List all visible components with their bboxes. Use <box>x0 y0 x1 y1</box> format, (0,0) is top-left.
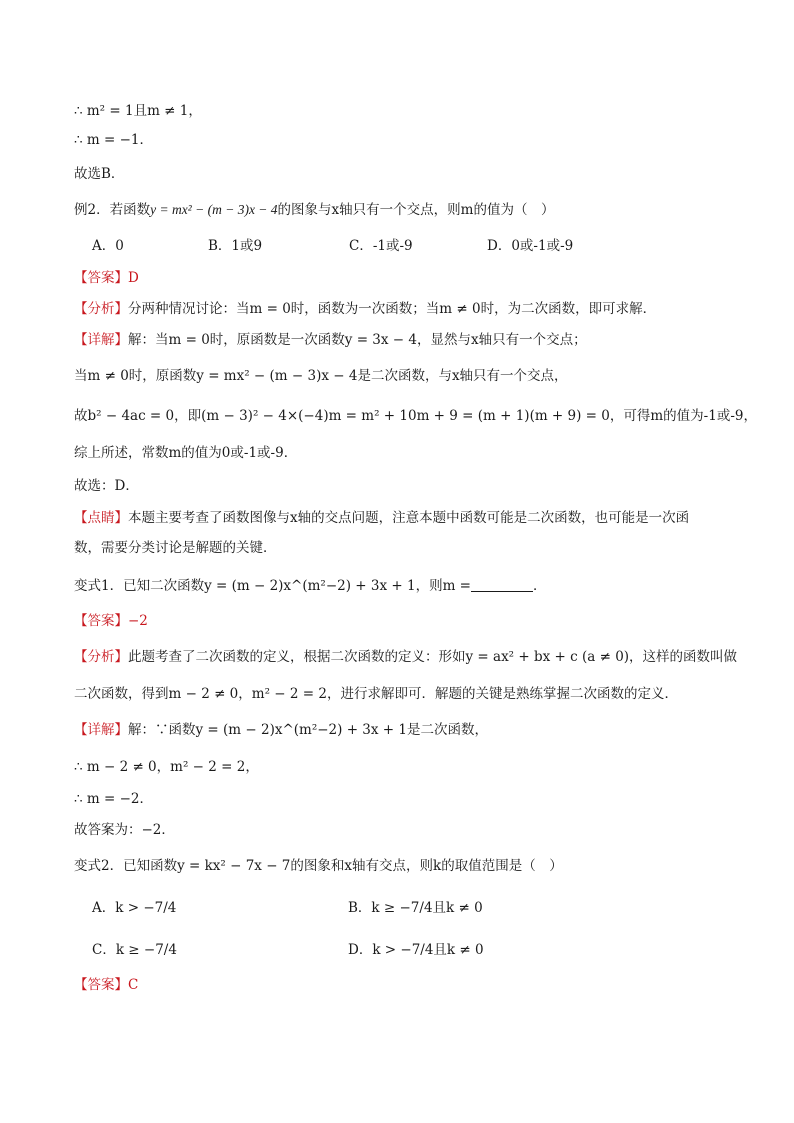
line-choose-b: 故选B． <box>74 166 125 182</box>
variant1-detail-line3: ∴ m = −2． <box>74 791 153 807</box>
example2-question: 例2．若函数y = mx² − (m − 3)x − 4的图象与x轴只有一个交点，则m的值为（ ） <box>74 202 555 218</box>
example2-analysis: 【分析】分两种情况讨论：当m = 0时，函数为一次函数；当m ≠ 0时，为二次函数，即可求解． <box>74 301 657 317</box>
variant1-detail-line4: 故答案为：−2． <box>74 822 175 838</box>
example2-option-d: D．0或-1或-9 <box>487 238 574 254</box>
example2-comment-line1: 【点睛】本题主要考查了函数图像与x轴的交点问题，注意本题中函数可能是二次函数，也可能是一次函 <box>74 510 690 526</box>
example2-comment-line2: 数，需要分类讨论是解题的关键． <box>74 540 277 556</box>
answer-blank <box>471 577 533 592</box>
example2-detail-line1: 【详解】解：当m = 0时，原函数是一次函数y = 3x − 4，显然与x轴只有一个交点； <box>74 332 587 348</box>
variant2-option-a: A．k > −7/4 <box>92 900 177 916</box>
variant2-option-b: B．k ≥ −7/4且k ≠ 0 <box>348 900 483 916</box>
variant2-option-d: D．k > −7/4且k ≠ 0 <box>348 942 484 958</box>
example2-detail-line3: 故b² − 4ac = 0，即(m − 3)² − 4×(−4)m = m² + 10m + 9 = (m + 1)(m + 9) = 0，可得m的值为-1或-9， <box>74 408 757 424</box>
variant1-detail-line1: 【详解】解：∵函数y = (m − 2)x^(m²−2) + 3x + 1是二次函数， <box>74 722 488 738</box>
variant1-question: 变式1．已知二次函数y = (m − 2)x^(m²−2) + 3x + 1，则m = ． <box>74 578 547 594</box>
variant2-question: 变式2．已知函数y = kx² − 7x − 7的图象和x轴有交点，则k的取值范围是（ ） <box>74 858 563 874</box>
example2-detail-line4: 综上所述，常数m的值为0或-1或-9． <box>74 445 298 461</box>
line-m-squared-condition: ∴ m² = 1且m ≠ 1， <box>74 103 202 119</box>
line-m-result: ∴ m = −1． <box>74 132 153 148</box>
example2-answer: 【答案】D <box>74 270 139 286</box>
variant1-answer: 【答案】−2 <box>74 613 148 629</box>
variant1-analysis-line1: 【分析】此题考查了二次函数的定义，根据二次函数的定义：形如y = ax² + bx + c (a ≠ 0)，这样的函数叫做 <box>74 649 738 665</box>
example2-detail-line2: 当m ≠ 0时，原函数y = mx² − (m − 3)x − 4是二次函数，与x轴只有一个交点， <box>74 368 568 384</box>
variant2-answer: 【答案】C <box>74 977 139 993</box>
example2-option-a: A．0 <box>92 238 124 254</box>
example2-option-b: B．1或9 <box>208 238 263 254</box>
example2-option-c: C．-1或-9 <box>349 238 413 254</box>
example2-detail-line5: 故选：D． <box>74 478 139 494</box>
variant2-option-c: C．k ≥ −7/4 <box>92 942 177 958</box>
variant1-detail-line2: ∴ m − 2 ≠ 0，m² − 2 = 2， <box>74 759 259 775</box>
variant1-analysis-line2: 二次函数，得到m − 2 ≠ 0，m² − 2 = 2，进行求解即可．解题的关键是熟练掌握二次函数的定义． <box>74 686 678 702</box>
